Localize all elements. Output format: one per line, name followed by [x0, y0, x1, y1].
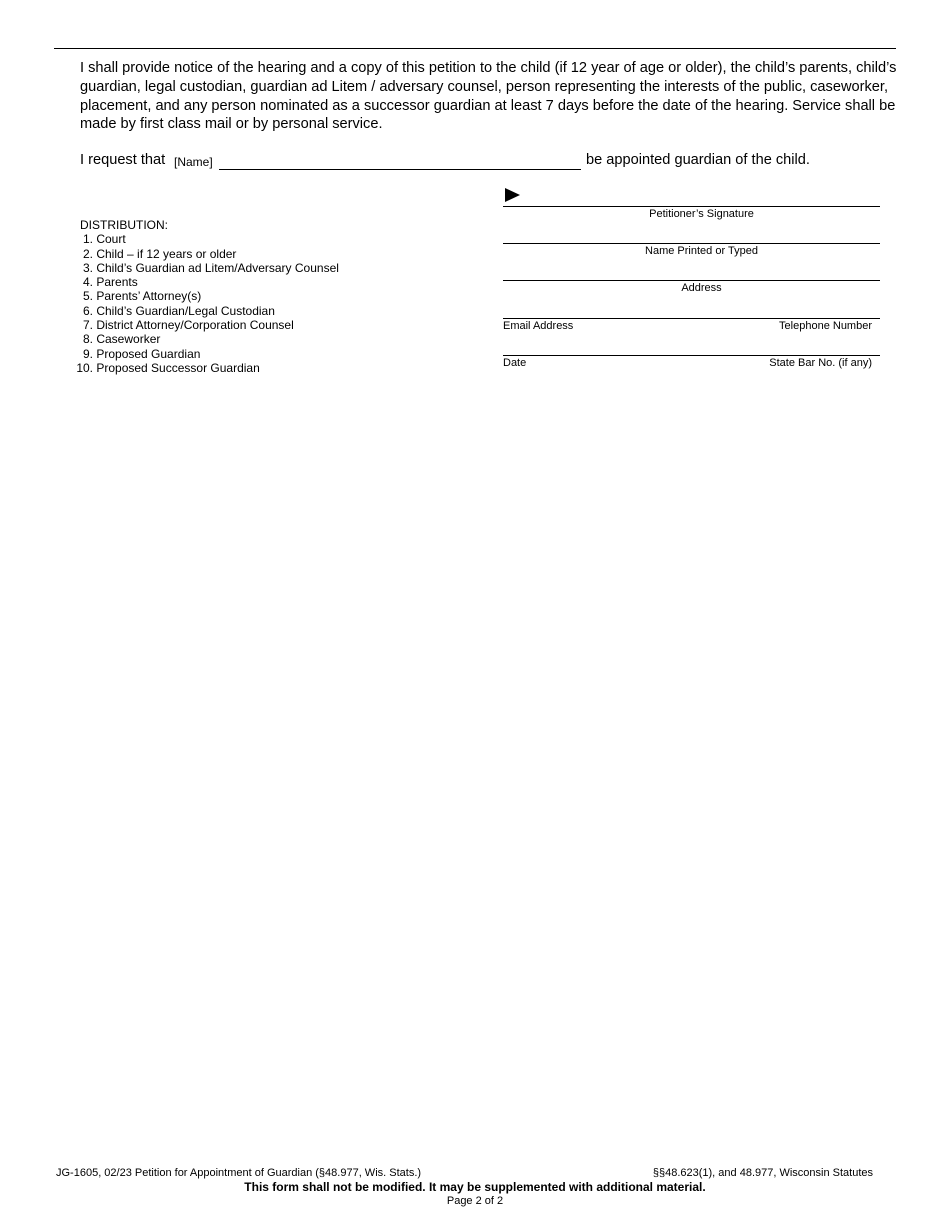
distribution-item [70, 347, 339, 361]
item-number: 8. [82, 332, 93, 347]
top-rule [54, 48, 896, 49]
signature-field[interactable] [503, 206, 880, 207]
printed-name-label: Name Printed or Typed [645, 245, 758, 257]
request-suffix: be appointed guardian of the child. [586, 152, 810, 168]
phone-label: Telephone Number [779, 320, 872, 332]
signature-label: Petitioner’s Signature [649, 208, 754, 220]
distribution-list [70, 218, 339, 375]
item-text: Caseworker [96, 332, 161, 347]
item-text: Parents’ Attorney(s) [96, 289, 202, 304]
date-label: Date [503, 357, 527, 369]
address-field[interactable] [503, 280, 880, 281]
sign-here-arrow-icon [505, 188, 520, 202]
email-phone-field[interactable] [503, 318, 880, 319]
item-number: 4. [82, 275, 93, 290]
notice-paragraph: I shall provide notice of the hearing and a copy of this petition to the child (if 12 year of age or older), the child’s parents, child’s guardian, legal custodian, guardian ad Litem / adversary counsel, person representing the interests of the public, caseworker, placement, and any person nominated as a successor guardian at least 7 days before the date of the hearing. Service shall be made by first class mail or by personal service. [80, 60, 897, 133]
footer-page-number: Page 2 of 2 [446, 1195, 504, 1207]
distribution-items [70, 232, 339, 375]
email-label: Email Address [503, 320, 574, 332]
item-number: 3. [82, 260, 93, 275]
item-number: 2. [82, 246, 93, 261]
item-number: 10. [76, 360, 93, 375]
request-prefix: I request that [80, 152, 166, 168]
footer-form-id: JG-1605, 02/23 Petition for Appointment of Guardian (§48.977, Wis. Stats.) [56, 1167, 422, 1179]
item-text: Proposed Guardian [96, 346, 201, 361]
distribution-item [70, 318, 339, 332]
printed-name-field[interactable] [503, 243, 880, 244]
distribution-item [70, 289, 339, 303]
item-number: 7. [82, 318, 93, 333]
item-text: Child’s Guardian ad Litem/Adversary Counsel [96, 260, 339, 275]
distribution-item [70, 232, 339, 246]
item-number: 9. [82, 346, 93, 361]
address-label: Address [681, 282, 722, 294]
item-text: District Attorney/Corporation Counsel [96, 318, 294, 333]
bar-number-label: State Bar No. (if any) [769, 357, 872, 369]
request-row [80, 152, 880, 174]
distribution-title: DISTRIBUTION: [80, 218, 169, 232]
distribution-item [70, 332, 339, 346]
guardian-name-field[interactable] [219, 169, 581, 170]
item-text: Child’s Guardian/Legal Custodian [96, 303, 275, 318]
distribution-item [70, 275, 339, 289]
distribution-item [70, 261, 339, 275]
item-number: 5. [82, 289, 93, 304]
footer-statutes: §§48.623(1), and 48.977, Wisconsin Statutes [652, 1167, 873, 1179]
request-name-label: [Name] [174, 155, 213, 169]
item-text: Parents [96, 275, 138, 290]
distribution-item [70, 361, 339, 375]
date-bar-field[interactable] [503, 355, 880, 356]
item-text: Proposed Successor Guardian [96, 360, 260, 375]
item-number: 1. [82, 232, 93, 247]
item-number: 6. [82, 303, 93, 318]
item-text: Child – if 12 years or older [96, 246, 237, 261]
item-text: Court [96, 232, 126, 247]
distribution-item [70, 247, 339, 261]
distribution-item [70, 304, 339, 318]
footer-notice: This form shall not be modified. It may be supplemented with additional material. [244, 1180, 706, 1194]
